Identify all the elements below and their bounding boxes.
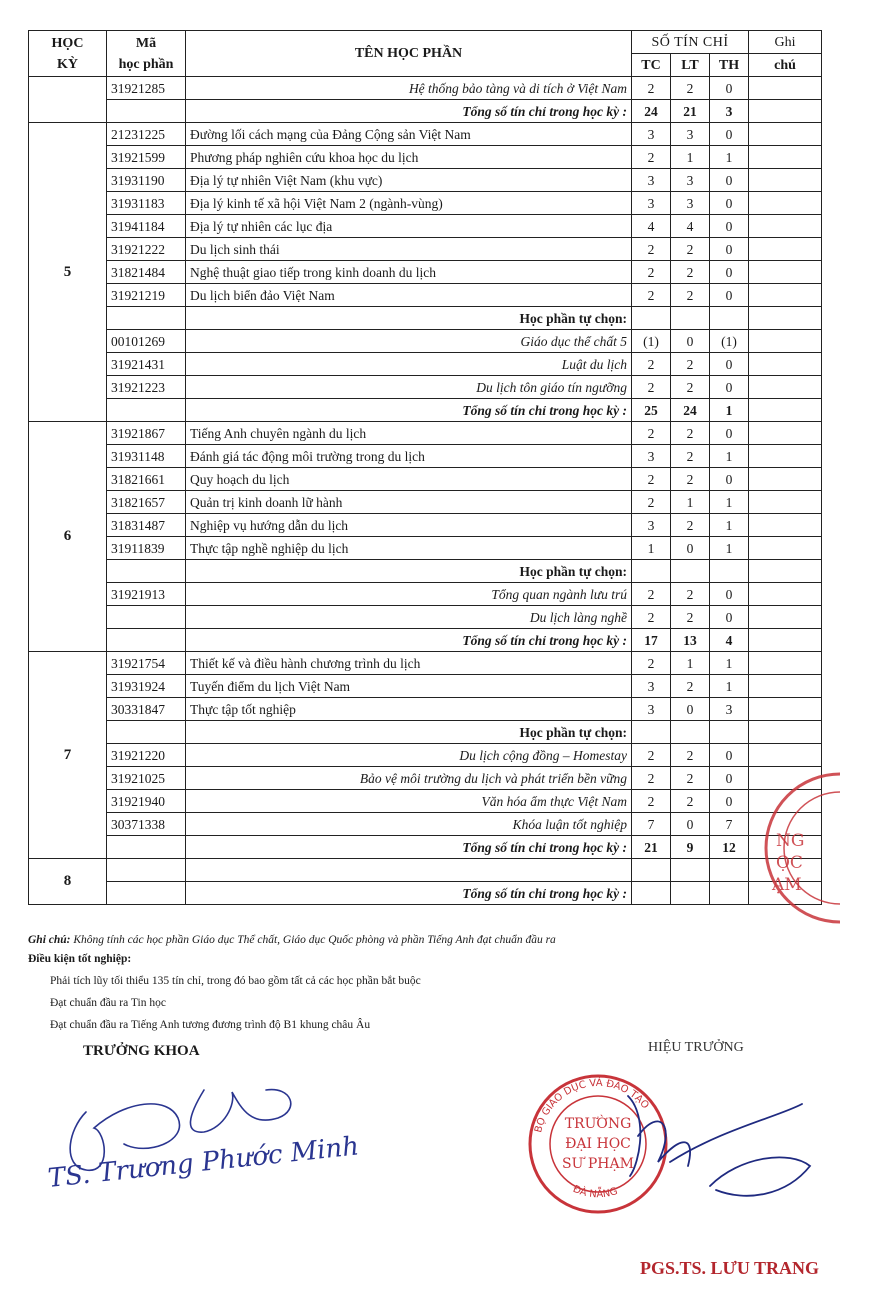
course-name: Quản trị kinh doanh lữ hành (186, 491, 632, 514)
credits-lt: 2 (671, 238, 710, 261)
credits-th: 0 (710, 261, 749, 284)
course-code: 30331847 (107, 698, 186, 721)
course-code: 31911839 (107, 537, 186, 560)
course-code: 00101269 (107, 330, 186, 353)
seal-bottom-text: ĐÀ NẴNG (571, 1183, 620, 1201)
footnote (28, 934, 556, 946)
course-code: 31931183 (107, 192, 186, 215)
course-row (29, 238, 822, 261)
course-code (107, 859, 186, 882)
course-row (29, 146, 822, 169)
seal-fragment-3: ẠM (772, 875, 802, 895)
course-code (107, 836, 186, 859)
credits-tc: 2 (632, 767, 671, 790)
credits-lt: 2 (671, 767, 710, 790)
course-code: 31821484 (107, 261, 186, 284)
credits-tc: 3 (632, 123, 671, 146)
credits-lt: 0 (671, 698, 710, 721)
seal-center-line2: ĐẠI HỌC (565, 1136, 631, 1152)
note-cell (749, 468, 822, 491)
note-cell (749, 215, 822, 238)
credits-lt: 1 (671, 491, 710, 514)
course-name: Quy hoạch du lịch (186, 468, 632, 491)
credits-th: 0 (710, 790, 749, 813)
note-cell (749, 445, 822, 468)
note-cell (749, 606, 822, 629)
partial-seal-stamp (740, 768, 840, 928)
header-semester-line1: HỌC (51, 35, 84, 51)
header-lt: LT (671, 54, 710, 77)
course-code (107, 560, 186, 583)
rector-title: HIỆU TRƯỞNG (648, 1040, 744, 1055)
credits-lt: 2 (671, 422, 710, 445)
course-code: 31921219 (107, 284, 186, 307)
semester-total-row (29, 399, 822, 422)
credits-th: 1 (710, 675, 749, 698)
total-lt: 21 (671, 100, 710, 123)
credits-tc: 2 (632, 790, 671, 813)
note-cell (749, 675, 822, 698)
credits-tc: 2 (632, 652, 671, 675)
elective-course-row (29, 790, 822, 813)
note-cell (749, 123, 822, 146)
total-label: Tổng số tín chỉ trong học kỳ : (186, 100, 632, 123)
rector-seal-and-signature (510, 1066, 850, 1216)
credits-tc: 3 (632, 698, 671, 721)
course-code: 31821657 (107, 491, 186, 514)
header-code-line1: Mã (135, 35, 157, 51)
credits-lt: 3 (671, 169, 710, 192)
course-code: 31821661 (107, 468, 186, 491)
table-body (29, 77, 822, 905)
course-name: Giáo dục thể chất 5 (186, 330, 632, 353)
credits-tc: 3 (632, 675, 671, 698)
credits-th: 0 (710, 123, 749, 146)
total-th: 12 (710, 836, 749, 859)
credits-th (710, 560, 749, 583)
note-cell (749, 284, 822, 307)
course-code: 31921913 (107, 583, 186, 606)
graduation-title: Điều kiện tốt nghiệp: (28, 953, 132, 965)
course-row (29, 468, 822, 491)
note-cell (749, 491, 822, 514)
course-code: 31921431 (107, 353, 186, 376)
course-name: Thực tập tốt nghiệp (186, 698, 632, 721)
total-tc: 25 (632, 399, 671, 422)
dean-name-handwritten: TS. Trương Phước Minh (46, 1131, 361, 1194)
course-name: Tổng quan ngành lưu trú (186, 583, 632, 606)
semester-number: 7 (29, 652, 107, 859)
note-cell (749, 330, 822, 353)
course-row (29, 491, 822, 514)
course-code: 31921940 (107, 790, 186, 813)
credits-th: 0 (710, 238, 749, 261)
credits-tc: 3 (632, 192, 671, 215)
credits-th: 0 (710, 169, 749, 192)
course-name (186, 859, 632, 882)
total-lt (671, 882, 710, 905)
course-code: 31921220 (107, 744, 186, 767)
total-th: 4 (710, 629, 749, 652)
credits-tc (632, 560, 671, 583)
elective-course-row (29, 813, 822, 836)
total-label: Tổng số tín chỉ trong học kỳ : (186, 882, 632, 905)
credits-tc: 2 (632, 238, 671, 261)
credits-tc: 2 (632, 146, 671, 169)
seal-center-line3: SƯ PHẠM (562, 1156, 634, 1172)
course-name: Tiếng Anh chuyên ngành du lịch (186, 422, 632, 445)
course-name: Địa lý tự nhiên Việt Nam (khu vực) (186, 169, 632, 192)
credits-th: 7 (710, 813, 749, 836)
credits-lt (671, 859, 710, 882)
course-name: Hệ thống bảo tàng và di tích ở Việt Nam (186, 77, 632, 100)
note-cell (749, 560, 822, 583)
course-row (29, 192, 822, 215)
credits-tc: 2 (632, 583, 671, 606)
course-code: 31921599 (107, 146, 186, 169)
credits-th: 0 (710, 767, 749, 790)
graduation-condition-3: Đạt chuẩn đầu ra Tiếng Anh tương đương trình độ B1 khung châu Âu (50, 1019, 371, 1031)
note-cell (749, 399, 822, 422)
note-cell (749, 376, 822, 399)
credits-lt: 2 (671, 514, 710, 537)
course-code (107, 606, 186, 629)
credits-th: 3 (710, 698, 749, 721)
credits-tc: 7 (632, 813, 671, 836)
credits-tc: 2 (632, 606, 671, 629)
note-cell (749, 721, 822, 744)
credits-th: 1 (710, 537, 749, 560)
course-name: Du lịch sinh thái (186, 238, 632, 261)
credits-lt: 1 (671, 146, 710, 169)
credits-tc: 2 (632, 468, 671, 491)
elective-heading-row (29, 560, 822, 583)
total-lt: 13 (671, 629, 710, 652)
course-name: Thiết kế và điều hành chương trình du lịch (186, 652, 632, 675)
total-tc: 24 (632, 100, 671, 123)
credits-th: 0 (710, 284, 749, 307)
note-cell (749, 353, 822, 376)
credits-lt: 2 (671, 77, 710, 100)
course-row (29, 77, 822, 100)
course-row (29, 652, 822, 675)
credits-th: 0 (710, 606, 749, 629)
course-name: Bảo vệ môi trường du lịch và phát triển bền vững (186, 767, 632, 790)
course-name: Du lịch biển đảo Việt Nam (186, 284, 632, 307)
course-name: Phương pháp nghiên cứu khoa học du lịch (186, 146, 632, 169)
credits-tc: (1) (632, 330, 671, 353)
credits-tc (632, 307, 671, 330)
credits-lt: 2 (671, 583, 710, 606)
credits-th: 0 (710, 77, 749, 100)
elective-course-row (29, 606, 822, 629)
note-cell (749, 652, 822, 675)
note-cell (749, 537, 822, 560)
course-code (107, 882, 186, 905)
header-course-code (107, 31, 186, 77)
elective-heading: Học phần tự chọn: (186, 721, 632, 744)
total-th: 3 (710, 100, 749, 123)
credits-tc: 1 (632, 537, 671, 560)
course-name: Khóa luận tốt nghiệp (186, 813, 632, 836)
course-row (29, 261, 822, 284)
course-code: 31831487 (107, 514, 186, 537)
credits-lt: 2 (671, 606, 710, 629)
course-name: Nghiệp vụ hướng dẫn du lịch (186, 514, 632, 537)
elective-course-row (29, 744, 822, 767)
course-row (29, 215, 822, 238)
credits-tc: 2 (632, 77, 671, 100)
course-row (29, 445, 822, 468)
credits-tc (632, 721, 671, 744)
header-course-name: TÊN HỌC PHẦN (186, 31, 632, 77)
graduation-condition-1: Phải tích lũy tối thiểu 135 tín chỉ, trong đó bao gồm tất cả các học phần bắt buộc (50, 975, 421, 987)
credits-tc: 2 (632, 376, 671, 399)
credits-th: 0 (710, 468, 749, 491)
credits-th: 0 (710, 192, 749, 215)
course-row (29, 698, 822, 721)
credits-th: 0 (710, 583, 749, 606)
course-code (107, 399, 186, 422)
credits-tc: 2 (632, 744, 671, 767)
course-code: 31921754 (107, 652, 186, 675)
semester-total-row (29, 882, 822, 905)
course-row (29, 859, 822, 882)
course-code: 31921222 (107, 238, 186, 261)
credits-tc: 3 (632, 514, 671, 537)
credits-lt (671, 721, 710, 744)
dean-title: TRƯỞNG KHOA (83, 1043, 200, 1059)
credits-tc: 4 (632, 215, 671, 238)
course-row (29, 284, 822, 307)
course-name: Địa lý tự nhiên các lục địa (186, 215, 632, 238)
course-code: 31921223 (107, 376, 186, 399)
credits-lt: 2 (671, 445, 710, 468)
credits-lt: 0 (671, 813, 710, 836)
footnote-text: Không tính các học phần Giáo dục Thể chất, Giáo dục Quốc phòng và phần Tiếng Anh đạt chuẩn đầu ra (73, 934, 556, 946)
semester-cell (29, 77, 107, 123)
course-name: Thực tập nghề nghiệp du lịch (186, 537, 632, 560)
credits-lt (671, 307, 710, 330)
course-code (107, 100, 186, 123)
credits-tc: 2 (632, 261, 671, 284)
course-row (29, 675, 822, 698)
graduation-condition-2: Đạt chuẩn đầu ra Tin học (50, 997, 166, 1009)
credits-lt: 0 (671, 330, 710, 353)
course-code (107, 721, 186, 744)
credits-tc: 2 (632, 353, 671, 376)
course-name: Đường lối cách mạng của Đảng Cộng sản Việt Nam (186, 123, 632, 146)
course-code: 31941184 (107, 215, 186, 238)
course-name: Tuyến điểm du lịch Việt Nam (186, 675, 632, 698)
course-code: 31921285 (107, 77, 186, 100)
footnote-label: Ghi chú: (28, 934, 71, 946)
total-tc (632, 882, 671, 905)
note-cell (749, 514, 822, 537)
semester-total-row (29, 100, 822, 123)
course-name: Địa lý kinh tế xã hội Việt Nam 2 (ngành-vùng) (186, 192, 632, 215)
note-cell (749, 744, 822, 767)
credits-lt: 1 (671, 652, 710, 675)
header-tc: TC (632, 54, 671, 77)
course-name: Du lịch làng nghề (186, 606, 632, 629)
credits-lt (671, 560, 710, 583)
course-code: 31931148 (107, 445, 186, 468)
credits-lt: 3 (671, 123, 710, 146)
total-tc: 17 (632, 629, 671, 652)
note-cell (749, 169, 822, 192)
credits-lt: 2 (671, 468, 710, 491)
course-name: Du lịch tôn giáo tín ngưỡng (186, 376, 632, 399)
course-code: 21231225 (107, 123, 186, 146)
credits-th: 0 (710, 422, 749, 445)
course-row (29, 514, 822, 537)
credits-tc: 2 (632, 491, 671, 514)
credits-th: 1 (710, 146, 749, 169)
credits-lt: 2 (671, 376, 710, 399)
note-cell (749, 100, 822, 123)
note-cell (749, 238, 822, 261)
note-cell (749, 307, 822, 330)
header-note-line2: chú (749, 54, 822, 77)
credits-lt: 2 (671, 353, 710, 376)
course-row (29, 169, 822, 192)
semester-total-row (29, 836, 822, 859)
course-name: Nghệ thuật giao tiếp trong kinh doanh du lịch (186, 261, 632, 284)
header-code-line2: học phần (118, 56, 174, 72)
credits-lt: 2 (671, 744, 710, 767)
header-th: TH (710, 54, 749, 77)
total-th: 1 (710, 399, 749, 422)
note-cell (749, 698, 822, 721)
credits-lt: 3 (671, 192, 710, 215)
note-cell (749, 422, 822, 445)
credits-th (710, 721, 749, 744)
credits-th: 1 (710, 445, 749, 468)
header-credits: SỐ TÍN CHỈ (632, 31, 749, 54)
elective-course-row (29, 767, 822, 790)
elective-course-row (29, 376, 822, 399)
elective-heading-row (29, 307, 822, 330)
credits-lt: 0 (671, 537, 710, 560)
header-note-line1: Ghi (749, 31, 822, 54)
elective-heading: Học phần tự chọn: (186, 307, 632, 330)
course-code: 31931924 (107, 675, 186, 698)
credits-lt: 2 (671, 261, 710, 284)
course-code (107, 307, 186, 330)
rector-name: PGS.TS. LƯU TRANG (640, 1258, 820, 1278)
credits-th: 0 (710, 353, 749, 376)
course-name: Đánh giá tác động môi trường trong du lịch (186, 445, 632, 468)
note-cell (749, 77, 822, 100)
course-name: Du lịch cộng đồng – Homestay (186, 744, 632, 767)
semester-total-row (29, 629, 822, 652)
total-lt: 24 (671, 399, 710, 422)
elective-course-row (29, 353, 822, 376)
seal-fragment-2: ỌC (776, 853, 803, 873)
semester-number: 6 (29, 422, 107, 652)
semester-number: 8 (29, 859, 107, 905)
credits-tc (632, 859, 671, 882)
note-cell (749, 146, 822, 169)
total-label: Tổng số tín chỉ trong học kỳ : (186, 629, 632, 652)
elective-heading: Học phần tự chọn: (186, 560, 632, 583)
seal-center-line1: TRƯỜNG (564, 1116, 632, 1132)
credits-lt: 4 (671, 215, 710, 238)
course-code (107, 629, 186, 652)
credits-th: 0 (710, 376, 749, 399)
note-cell (749, 192, 822, 215)
note-cell (749, 629, 822, 652)
elective-course-row (29, 330, 822, 353)
credits-tc: 2 (632, 284, 671, 307)
credits-th: 0 (710, 215, 749, 238)
credits-th: 1 (710, 652, 749, 675)
credits-tc: 3 (632, 169, 671, 192)
credits-th: 1 (710, 491, 749, 514)
total-lt: 9 (671, 836, 710, 859)
credits-lt: 2 (671, 675, 710, 698)
credits-th: 0 (710, 744, 749, 767)
course-row (29, 537, 822, 560)
header-semester-line2: KỲ (57, 56, 78, 72)
course-code: 31921867 (107, 422, 186, 445)
elective-course-row (29, 583, 822, 606)
credits-tc: 2 (632, 422, 671, 445)
course-name: Luật du lịch (186, 353, 632, 376)
seal-fragment-1: NG (776, 831, 805, 851)
total-label: Tổng số tín chỉ trong học kỳ : (186, 836, 632, 859)
total-tc: 21 (632, 836, 671, 859)
total-label: Tổng số tín chỉ trong học kỳ : (186, 399, 632, 422)
note-cell (749, 583, 822, 606)
credits-th (710, 307, 749, 330)
elective-heading-row (29, 721, 822, 744)
course-code: 31921025 (107, 767, 186, 790)
course-row (29, 123, 822, 146)
course-code: 30371338 (107, 813, 186, 836)
curriculum-table (28, 30, 822, 905)
course-row (29, 422, 822, 445)
credits-th: (1) (710, 330, 749, 353)
header-semester (29, 31, 107, 77)
semester-number: 5 (29, 123, 107, 422)
credits-tc: 3 (632, 445, 671, 468)
credits-lt: 2 (671, 790, 710, 813)
course-name: Văn hóa ẩm thực Việt Nam (186, 790, 632, 813)
credits-th: 1 (710, 514, 749, 537)
seal-ring-text: BỘ GIÁO DỤC VÀ ĐÀO TẠO (533, 1077, 651, 1134)
note-cell (749, 261, 822, 284)
course-code: 31931190 (107, 169, 186, 192)
credits-lt: 2 (671, 284, 710, 307)
